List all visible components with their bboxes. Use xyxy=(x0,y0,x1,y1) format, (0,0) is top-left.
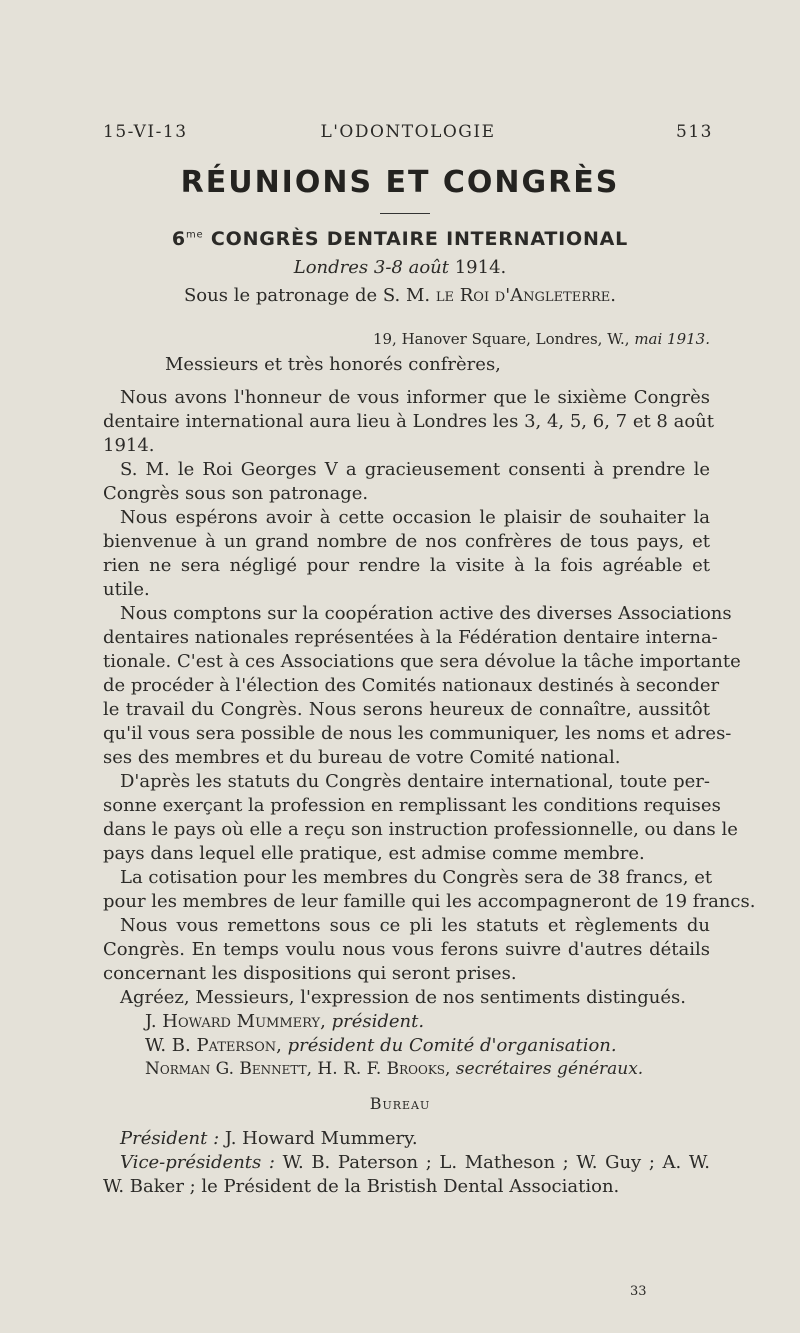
bureau-vp-continued: W. Baker ; le Président de la Bristish Dental Association. xyxy=(103,1176,620,1197)
signature-president xyxy=(145,1011,424,1032)
body-line: Nous espérons avoir à cette occasion le plaisir de souhaiter la xyxy=(120,507,710,528)
bureau-vp xyxy=(120,1152,710,1173)
signature-role: secrétaires généraux. xyxy=(455,1059,644,1079)
body-line: concernant les dispositions qui seront prises. xyxy=(103,963,517,984)
bureau-label: Vice-présidents : xyxy=(120,1152,275,1173)
body-line: dans le pays où elle a reçu son instruction professionnelle, ou dans le xyxy=(103,819,738,840)
body-line: D'après les statuts du Congrès dentaire international, toute per- xyxy=(120,771,710,792)
patronage-line xyxy=(0,285,800,306)
signature-organising xyxy=(145,1035,617,1056)
body-line: bienvenue à un grand nombre de nos confrères de tous pays, et xyxy=(103,531,710,552)
address-date: mai 1913. xyxy=(634,330,710,348)
patron-prefix: Sous le patronage de S. M. xyxy=(183,285,431,306)
title-rule xyxy=(380,213,430,214)
congress-title xyxy=(0,228,800,250)
body-line: tionale. C'est à ces Associations que sera dévolue la tâche importante xyxy=(103,651,741,672)
body-line: S. M. le Roi Georges V a gracieusement consenti à prendre le xyxy=(120,459,710,480)
signature-secretaries xyxy=(145,1059,643,1079)
bureau-label: Président : xyxy=(120,1128,220,1149)
page-number: 513 xyxy=(676,122,713,142)
body-line: ses des membres et du bureau de votre Comité national. xyxy=(103,747,621,768)
body-line: Nous avons l'honneur de vous informer que le sixième Congrès xyxy=(120,387,710,408)
body-line: de procéder à l'élection des Comités nationaux destinés à seconder xyxy=(103,675,720,696)
salutation: Messieurs et très honorés confrères, xyxy=(165,354,501,375)
body-line: Congrès sous son patronage. xyxy=(103,483,369,504)
congress-ordinal: 6 xyxy=(171,228,186,250)
journal-title: L'ODONTOLOGIE xyxy=(320,122,496,142)
body-line: 1914. xyxy=(103,435,155,456)
signature-role: président. xyxy=(331,1011,425,1032)
bureau-value: W. B. Paterson ; L. Matheson ; W. Guy ; A. W. xyxy=(282,1152,710,1173)
body-line: pays dans lequel elle pratique, est admise comme membre. xyxy=(103,843,645,864)
body-line: qu'il vous sera possible de nous les communiquer, les noms et adres- xyxy=(103,723,732,744)
congress-dates: 3-8 août xyxy=(373,257,449,278)
body-line: dentaire international aura lieu à Londres les 3, 4, 5, 6, 7 et 8 août xyxy=(103,411,714,432)
congress-location xyxy=(0,257,800,278)
congress-name: CONGRÈS DENTAIRE INTERNATIONAL xyxy=(210,228,629,250)
body-line: Nous comptons sur la coopération active des diverses Associations xyxy=(120,603,732,624)
congress-year: 1914. xyxy=(454,257,507,278)
body-line: Congrès. En temps voulu nous vous ferons suivre d'autres détails xyxy=(103,939,710,960)
signature-mark: 33 xyxy=(630,1284,647,1299)
signature-name: W. B. Paterson, xyxy=(145,1035,282,1056)
address-text: 19, Hanover Square, Londres, W., xyxy=(372,330,630,348)
letter-address xyxy=(373,330,710,348)
bureau-president xyxy=(120,1128,418,1149)
closing-line: Agréez, Messieurs, l'expression de nos sentiments distingués. xyxy=(120,987,686,1008)
congress-ordinal-suffix: me xyxy=(185,229,204,241)
bureau-heading: Bureau xyxy=(369,1094,431,1113)
congress-city: Londres xyxy=(293,257,369,278)
signature-role: président du Comité d'organisation. xyxy=(287,1035,617,1056)
running-head xyxy=(103,122,713,146)
body-line: dentaires nationales représentées à la Fédération dentaire interna- xyxy=(103,627,718,648)
body-line: le travail du Congrès. Nous serons heureux de connaître, aussitôt xyxy=(103,699,710,720)
bureau-value: J. Howard Mummery. xyxy=(224,1128,418,1149)
body-line: La cotisation pour les membres du Congrès sera de 38 francs, et xyxy=(120,867,713,888)
body-line: sonne exerçant la profession en remplissant les conditions requises xyxy=(103,795,721,816)
patron-name: le Roi d'Angleterre. xyxy=(435,285,617,306)
body-line: pour les membres de leur famille qui les accompagneront de 19 francs. xyxy=(103,891,756,912)
body-line: Nous vous remettons sous ce pli les statuts et règlements du xyxy=(120,915,710,936)
issue-date: 15-VI-13 xyxy=(103,122,188,142)
body-line: utile. xyxy=(103,579,150,600)
body-line: rien ne sera négligé pour rendre la visite à la fois agréable et xyxy=(103,555,710,576)
section-title: RÉUNIONS ET CONGRÈS xyxy=(180,165,620,200)
signature-name: J. Howard Mummery, xyxy=(145,1011,326,1032)
signature-name: Norman G. Bennett, H. R. F. Brooks, xyxy=(145,1059,451,1079)
